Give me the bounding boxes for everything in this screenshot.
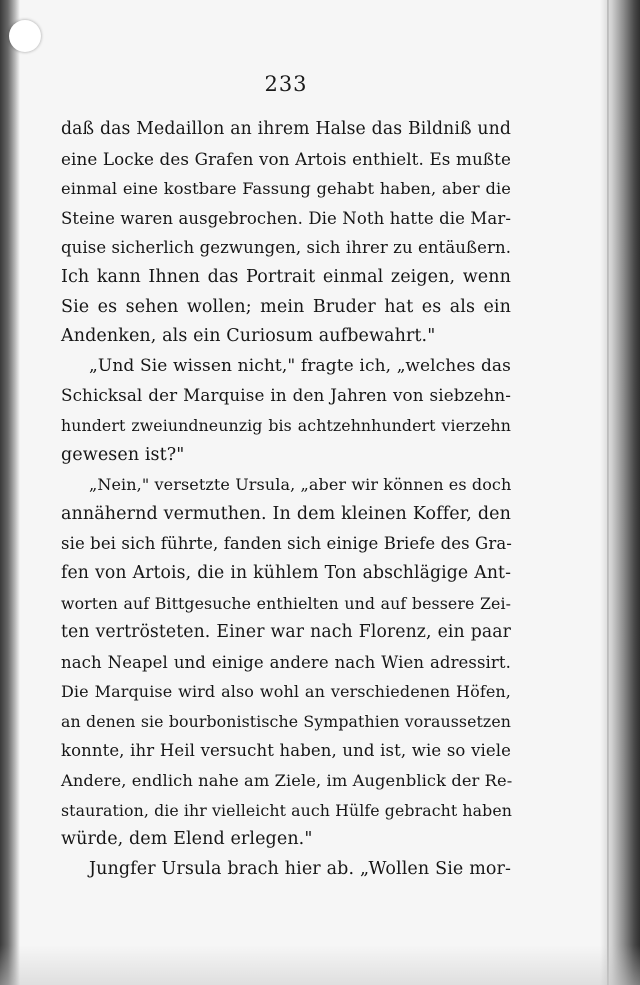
text-line: Sie es sehen wollen; mein Bruder hat es als ein: [61, 296, 511, 317]
text-line: sie bei sich führte, fanden sich einige Briefe des Gra-: [61, 534, 512, 554]
text-line: an denen sie bourbonistische Sympathien voraussetzen: [61, 711, 511, 731]
text-line: einmal eine kostbare Fassung gehabt haben, aber die: [61, 179, 511, 199]
text-line: Schicksal der Marquise in den Jahren von siebzehn-: [61, 385, 511, 406]
bottom-shadow: [0, 945, 640, 985]
text-line: Andere, endlich nahe am Ziele, im Augenblick der Re-: [61, 771, 513, 791]
text-line: eine Locke des Grafen von Artois enthielt. Es mußte: [61, 148, 511, 169]
text-line: würde, dem Elend erlegen.": [61, 829, 313, 850]
text-line: gewesen ist?": [61, 444, 185, 465]
text-line: Steine waren ausgebrochen. Die Noth hatte die Mar-: [61, 208, 511, 228]
text-line: worten auf Bittgesuche enthielten und auf bessere Zei-: [61, 593, 511, 613]
text-line: hundert zweiundneunzig bis achtzehnhundert vierzehn: [61, 415, 511, 435]
text-line: nach Neapel und einige andere nach Wien adressirt.: [61, 652, 511, 672]
text-line: stauration, die ihr vielleicht auch Hülfe gebracht haben: [61, 800, 512, 820]
text-line: konnte, ihr Heil versucht haben, und ist, wie so viele: [61, 741, 511, 761]
body-text: [61, 115, 511, 884]
punch-hole: [9, 20, 41, 52]
text-line: „Nein," versetzte Ursula, „aber wir können es doch: [89, 475, 512, 495]
text-line: daß das Medaillon an ihrem Halse das Bildniß und: [61, 119, 511, 139]
scan-left-border: [0, 0, 20, 985]
text-line: Ich kann Ihnen das Portrait einmal zeigen, wenn: [61, 266, 511, 287]
text-line: Jungfer Ursula brach hier ab. „Wollen Sie mor-: [89, 858, 511, 879]
text-line: Andenken, als ein Curiosum aufbewahrt.": [61, 326, 436, 347]
text-line: fen von Artois, die in kühlem Ton abschlägige Ant-: [61, 562, 511, 583]
text-line: quise sicherlich gezwungen, sich ihrer zu entäußern.: [61, 238, 512, 258]
text-line: Die Marquise wird also wohl an verschiedenen Höfen,: [61, 682, 511, 702]
book-binding-shadow: [600, 0, 640, 985]
text-line: ten vertrösteten. Einer war nach Florenz, ein paar: [61, 622, 511, 643]
text-line: annähernd vermuthen. In dem kleinen Koffer, den: [61, 503, 511, 524]
page-number: 233: [264, 72, 308, 96]
text-line: „Und Sie wissen nicht," fragte ich, „welches das: [89, 355, 511, 376]
